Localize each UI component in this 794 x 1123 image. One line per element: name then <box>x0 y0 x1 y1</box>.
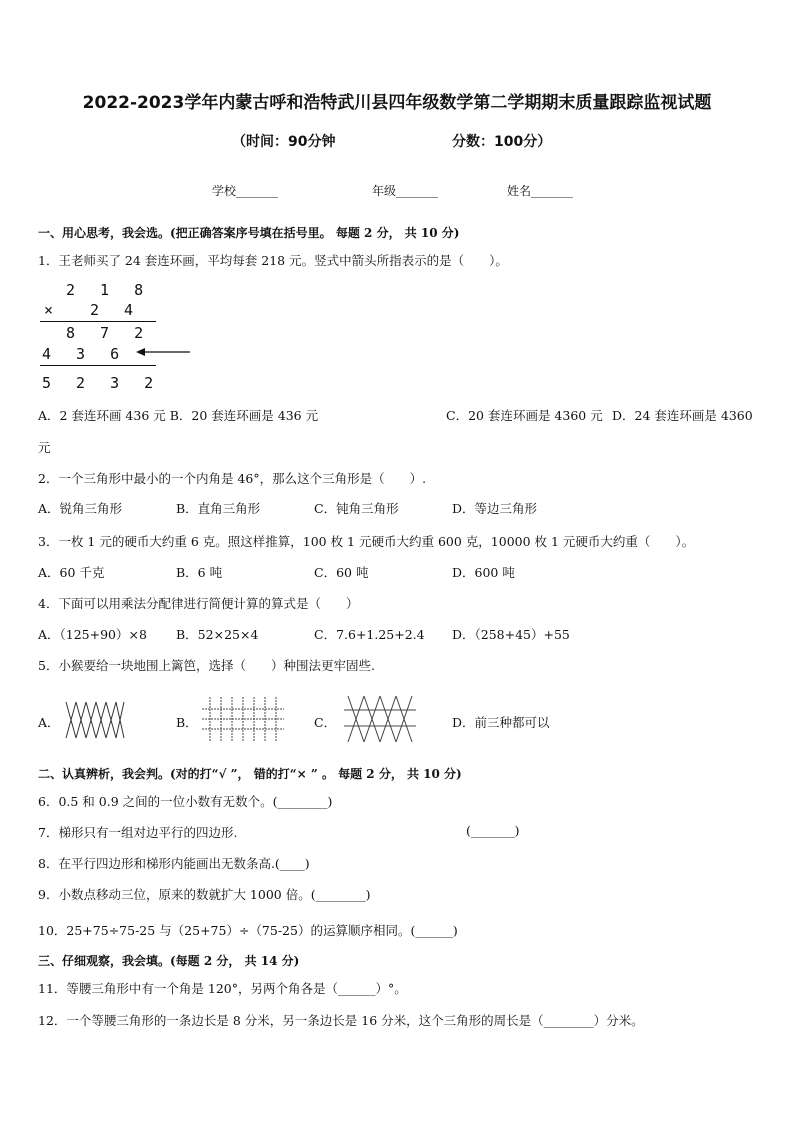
page-title: 2022-2023学年内蒙古呼和浩特武川县四年级数学第二学期期末质量跟踪监视试题 <box>82 93 712 113</box>
question-4: 4．下面可以用乘法分配律进行简便计算的算式是（ ） <box>38 596 359 611</box>
exam-time: （时间：90分钟 <box>232 134 336 150</box>
school-field: 学校_______ <box>212 184 279 198</box>
fence-grid-b-icon <box>202 697 284 741</box>
question-2: 2．一个三角形中最小的一个内角是 46°，那么这个三角形是（ ）. <box>38 471 427 486</box>
name-field: 姓名_______ <box>507 184 574 198</box>
calc-multiply-sign: × <box>44 301 54 319</box>
calc-line-1 <box>40 321 156 322</box>
calc-line-2 <box>40 365 156 366</box>
question-7: 7．梯形只有一组对边平行的四边形. <box>38 825 238 840</box>
q5-option-a: A． <box>38 715 60 730</box>
section-1-title: 一、用心思考，我会选。(把正确答案序号填在括号里。 每题 2 分， 共 10 分) <box>38 226 460 240</box>
calc-row-multiplier: 2 4 <box>90 301 142 319</box>
question-7-blank: (_______) <box>466 823 520 838</box>
section-2-title: 二、认真辨析，我会判。(对的打“√ ”， 错的打“× ” 。 每题 2 分， 共 10 分) <box>38 767 462 781</box>
arrow-left-icon <box>136 346 192 358</box>
question-6: 6．0.5 和 0.9 之间的一位小数有无数个。(________) <box>38 794 333 809</box>
q1-option-ab: A．2 套连环画 436 元 B．20 套连环画是 436 元 <box>38 408 319 423</box>
question-10: 10．25+75÷75-25 与（25+75）÷（75-25）的运算顺序相同。(______) <box>38 923 458 938</box>
q4-option-a: A．（125+90）×8 <box>38 627 147 642</box>
question-3: 3．一枚 1 元的硬币大约重 6 克。照这样推算，100 枚 1 元硬币大约重 600 克，10000 枚 1 元硬币大约重（ ）。 <box>38 534 695 549</box>
q5-option-d: D．前三种都可以 <box>452 715 550 730</box>
question-5: 5．小猴要给一块地围上篱笆，选择（ ）种围法更牢固些. <box>38 658 375 673</box>
question-11: 11．等腰三角形中有一个角是 120°，另两个角各是（______）°。 <box>38 981 407 996</box>
question-8: 8．在平行四边形和梯形内能画出无数条高.(____) <box>38 856 310 871</box>
q2-option-c: C．钝角三角形 <box>314 501 399 516</box>
q4-option-c: C．7.6+1.25+2.4 <box>314 627 425 642</box>
calc-row-multiplicand: 2 1 8 <box>66 281 152 299</box>
q1-option-d-cont: 元 <box>38 440 51 455</box>
q3-option-d: D．600 吨 <box>452 565 515 580</box>
fence-crossed-a-icon <box>64 700 126 740</box>
question-1: 1．王老师买了 24 套连环画，平均每套 218 元。竖式中箭头所指表示的是（ ）。 <box>38 253 508 268</box>
q4-option-d: D．（258+45）+55 <box>452 627 570 642</box>
q3-option-c: C．60 吨 <box>314 565 369 580</box>
fence-crossed-c-icon <box>344 696 416 742</box>
grade-field: 年级_______ <box>372 184 439 198</box>
q4-option-b: B．52×25×4 <box>176 627 259 642</box>
q2-option-a: A．锐角三角形 <box>38 501 123 516</box>
q3-option-b: B．6 吨 <box>176 565 223 580</box>
calc-row-product: 5 2 3 2 <box>42 374 162 392</box>
q1-option-d: D．24 套连环画是 4360 <box>612 408 753 423</box>
q2-option-d: D．等边三角形 <box>452 501 538 516</box>
section-3-title: 三、仔细观察，我会填。(每题 2 分， 共 14 分) <box>38 954 300 968</box>
exam-score: 分数：100分） <box>452 134 552 150</box>
question-9: 9．小数点移动三位，原来的数就扩大 1000 倍。(________) <box>38 887 371 902</box>
q3-option-a: A．60 千克 <box>38 565 105 580</box>
calc-row-partial-2: 4 3 6 <box>42 345 128 363</box>
q5-option-b: B． <box>176 715 198 730</box>
q5-option-c: C． <box>314 715 337 730</box>
calc-row-partial-1: 8 7 2 <box>66 324 152 342</box>
q1-option-c: C．20 套连环画是 4360 元 <box>446 408 603 423</box>
question-12: 12．一个等腰三角形的一条边长是 8 分米，另一条边长是 16 分米，这个三角形的周长是（________）分米。 <box>38 1013 644 1028</box>
q2-option-b: B．直角三角形 <box>176 501 261 516</box>
